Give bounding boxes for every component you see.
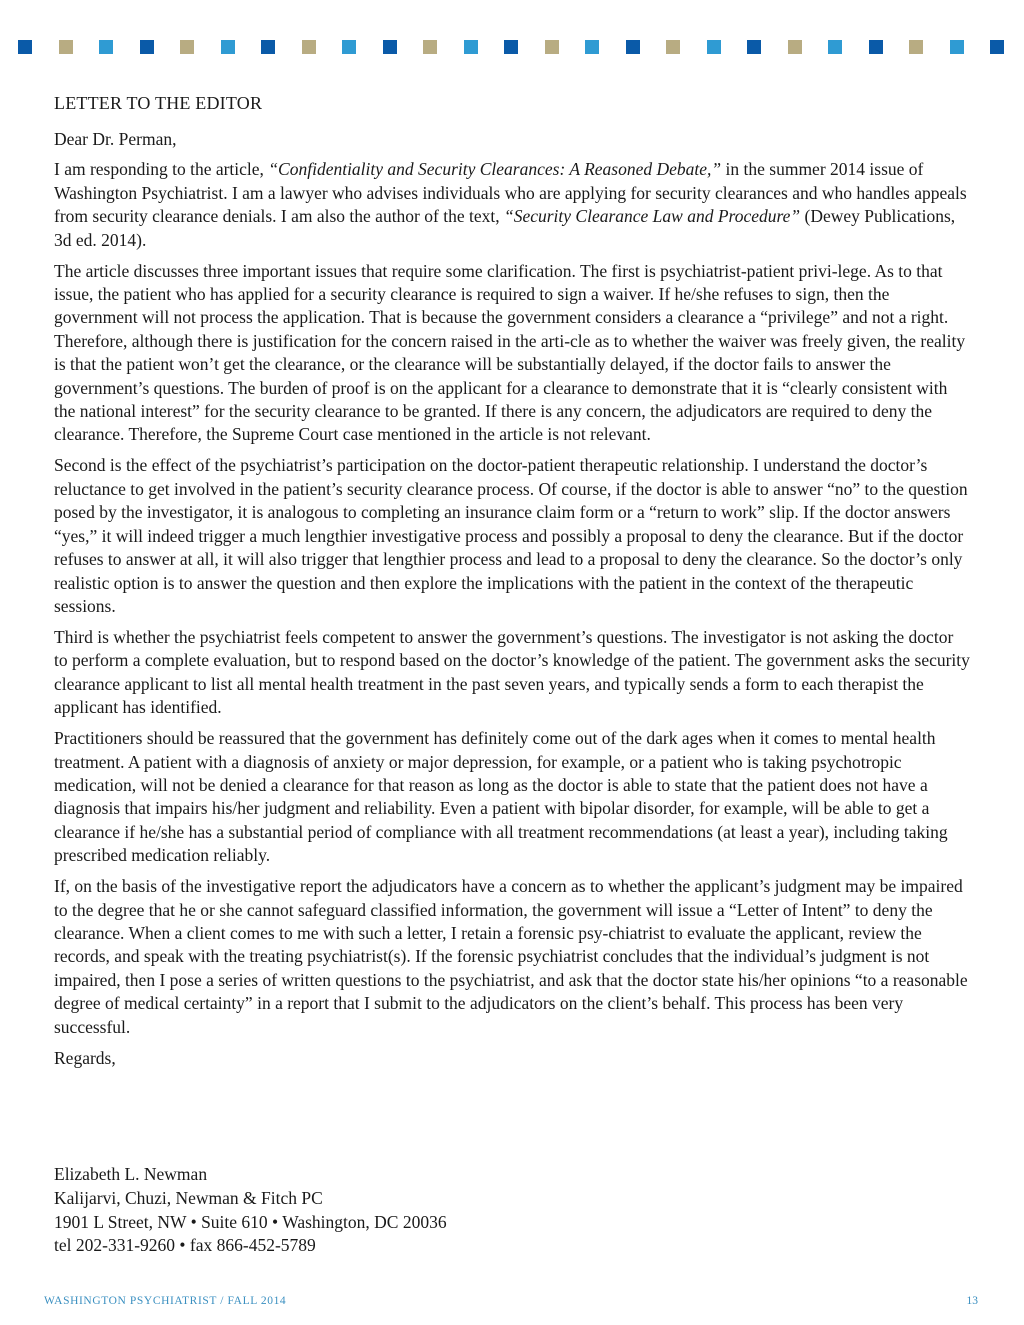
letter-heading: LETTER TO THE EDITOR xyxy=(54,93,263,113)
decorative-square xyxy=(221,40,235,54)
footer-page-number: 13 xyxy=(966,1295,978,1307)
decorative-square xyxy=(423,40,437,54)
letter-greeting: Dear Dr. Perman, xyxy=(54,129,177,149)
signature-address: 1901 L Street, NW • Suite 610 • Washington, DC 20036 xyxy=(54,1211,447,1232)
decorative-square xyxy=(504,40,518,54)
signature-block xyxy=(54,1163,447,1258)
decorative-square xyxy=(140,40,154,54)
decorative-square xyxy=(464,40,478,54)
decorative-square xyxy=(747,40,761,54)
decorative-square xyxy=(383,40,397,54)
signature-firm: Kalijarvi, Chuzi, Newman & Fitch PC xyxy=(54,1187,323,1208)
decorative-square xyxy=(545,40,559,54)
decorative-square xyxy=(585,40,599,54)
paragraph-relationship: Second is the effect of the psychiatrist’s participation on the doctor-patient therapeutic relationship. I understand the doctor’s reluctance to get involved in the patient’s security clearance process. Of course, if the doctor is able to answer “no” to the question posed by the investigator, it is analogous to completing an insurance claim form or a “return to work” slip. If the doctor answers “yes,” it will indeed trigger a much lengthier investigative process and possibly a proposal to deny the clearance. But if the doctor refuses to answer at all, it will also trigger that lengthier process and lead to a proposal to deny the clearance. So the doctor’s only realistic option is to answer the question and then explore the implications with the patient in the context of the therapeutic sessions. xyxy=(54,455,968,616)
decorative-square xyxy=(99,40,113,54)
decorative-square xyxy=(869,40,883,54)
article-title: “Confidentiality and Security Clearances: A Reasoned Debate,” xyxy=(268,159,722,180)
decorative-square xyxy=(18,40,32,54)
intro-text-2: in the summer 2014 issue of Washington Psychiatrist. I am a lawyer who advises individuals who are applying for security clearances and who handles appeals from security clearance denials. I am also the author of the text, xyxy=(54,159,967,227)
decorative-square xyxy=(302,40,316,54)
intro-text-1: I am responding to the article, xyxy=(54,159,269,180)
decorative-square xyxy=(828,40,842,54)
letter-closing: Regards, xyxy=(54,1047,116,1068)
book-title: “Security Clearance Law and Procedure” xyxy=(503,206,801,227)
decorative-square xyxy=(261,40,275,54)
letter-body xyxy=(54,92,970,1070)
footer-publication: WASHINGTON PSYCHIATRIST / FALL 2014 xyxy=(44,1295,287,1307)
decorative-square xyxy=(950,40,964,54)
decorative-square xyxy=(909,40,923,54)
paragraph-reassurance: Practitioners should be reassured that the government has definitely come out of the dark ages when it comes to mental health treatment. A patient with a diagnosis of anxiety or major depression, for example, or a patient who is taking psychotropic medication, will not be denied a clearance for that reason as long as the doctor is able to state that the patient does not have a diagnosis that impairs his/her judgment and reliability. Even a patient with bipolar disorder, for example, will be able to get a clearance if he/she has a substantial period of compliance with all treatment recommendations (at least a year), including taking prescribed medication reliably. xyxy=(54,728,948,866)
decorative-square xyxy=(788,40,802,54)
signature-phone: tel 202-331-9260 • fax 866-452-5789 xyxy=(54,1235,316,1256)
decorative-square xyxy=(666,40,680,54)
signature-name: Elizabeth L. Newman xyxy=(54,1164,208,1184)
paragraph-privilege: The article discusses three important issues that require some clarification. The first is psychiatrist-patient privi-lege. As to that issue, the patient who has applied for a security clearance is required to sign a waiver. If he/she refuses to sign, then the government will not process the application. That is because the government considers a clearance a “privilege” and not a right. Therefore, although there is justification for the concern raised in the arti-cle as to whether the waiver was freely given, the reality is that the patient won’t get the clearance, or the clearance will be substantially delayed, if the doctor fails to answer the government’s questions. The burden of proof is on the applicant for a clearance to demonstrate that it is “clearly consistent with the national interest” for the security clearance to be granted. If there is any concern, the adjudicators are required to deny the clearance. Therefore, the Supreme Court case mentioned in the article is not relevant. xyxy=(54,260,966,445)
intro-text-3: (Dewey Publications, 3d ed. 2014). xyxy=(54,206,956,250)
paragraph-competence: Third is whether the psychiatrist feels competent to answer the government’s questions. The investigator is not asking the doctor to perform a complete evaluation, but to respond based on the doctor’s knowledge of the patient. The government asks the security clearance applicant to list all mental health treatment in the past seven years, and typically sends a form to each therapist the applicant has identified. xyxy=(54,626,970,718)
decorative-square xyxy=(59,40,73,54)
decorative-square xyxy=(626,40,640,54)
paragraph-process: If, on the basis of the investigative report the adjudicators have a concern as to whether the applicant’s judgment may be impaired to the degree that he or she cannot safeguard classified information, the government will issue a “Letter of Intent” to deny the clearance. When a client comes to me with such a letter, I retain a forensic psy-chiatrist to evaluate the applicant, review the records, and speak with the treating psychiatrist(s). If the forensic psychiatrist concludes that the individual’s judgment is not impaired, then I pose a series of written questions to the psychiatrist, and ask that the doctor state his/her opinions “to a reasonable degree of medical certainty” in a report that I submit to the adjudicators on the client’s behalf. This process has been very successful. xyxy=(54,876,968,1037)
decorative-square xyxy=(990,40,1004,54)
decorative-square-border xyxy=(18,40,1008,56)
decorative-square xyxy=(180,40,194,54)
paragraph-intro xyxy=(54,158,970,252)
decorative-square xyxy=(342,40,356,54)
decorative-square xyxy=(707,40,721,54)
